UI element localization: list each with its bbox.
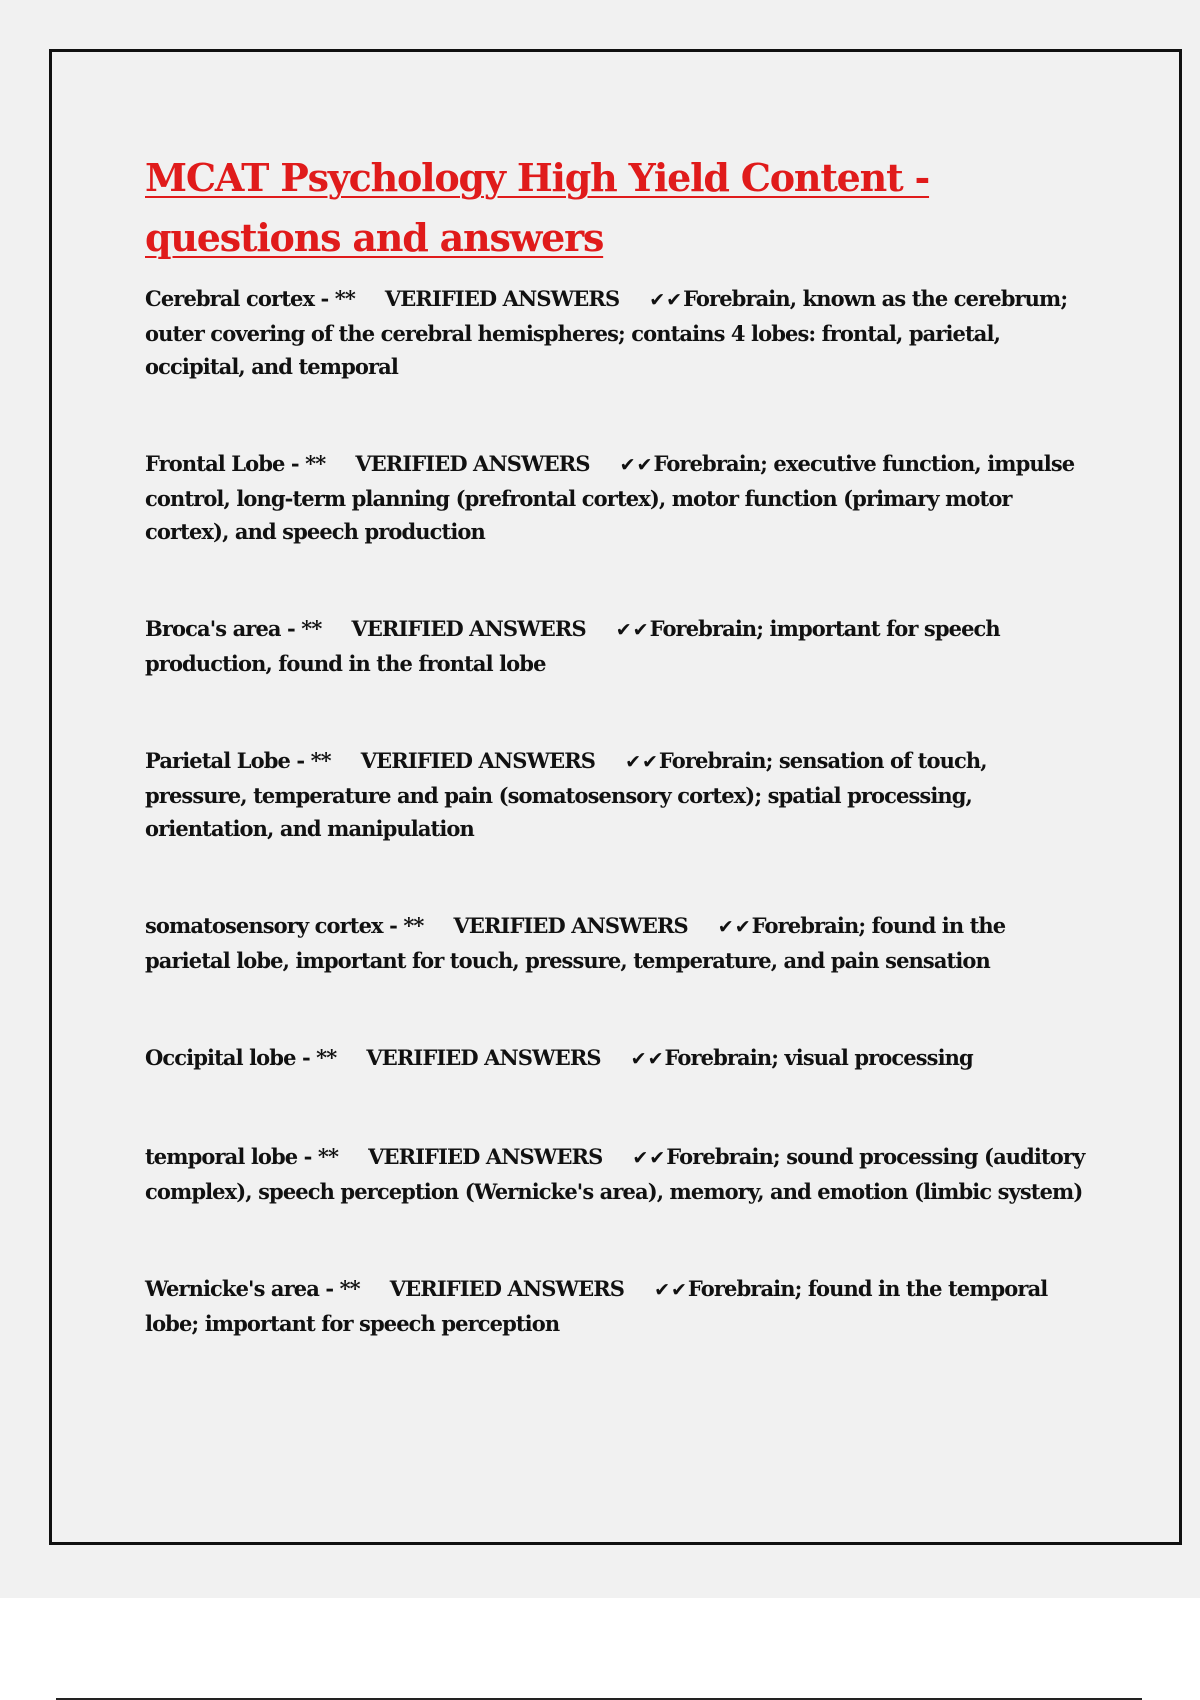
qa-term: temporal lobe - [145, 1144, 318, 1169]
qa-answer: Forebrain; executive function, impulse control, long-term planning (prefrontal cortex), motor function (primary motor cortex), and speech production [145, 451, 1075, 544]
qa-answer: Forebrain; sensation of touch, pressure, temperature and pain (somatosensory cortex); spatial processing, orientation, and manipulation [145, 748, 987, 841]
check-marks-icon: ✔✔ [632, 1147, 667, 1169]
qa-term: Broca's area - [145, 616, 302, 641]
check-marks-icon: ✔✔ [654, 1279, 688, 1301]
qa-answer: Forebrain; important for speech production, found in the frontal lobe [145, 616, 1000, 676]
qa-term: Occipital lobe - [145, 1045, 317, 1070]
verified-label: VERIFIED ANSWERS [453, 913, 688, 938]
verified-label: VERIFIED ANSWERS [360, 748, 596, 773]
qa-term: Frontal Lobe - [145, 451, 306, 476]
check-marks-icon: ✔✔ [625, 751, 659, 773]
check-marks-icon: ✔✔ [619, 454, 654, 476]
qa-stars: ** [339, 1276, 360, 1301]
qa-item-occipital-lobe [145, 1041, 1090, 1076]
qa-stars: ** [301, 616, 322, 641]
qa-item-wernickes-area [145, 1272, 1090, 1340]
qa-item-parietal-lobe [145, 744, 1090, 845]
qa-stars: ** [316, 1045, 337, 1070]
qa-answer: Forebrain; found in the parietal lobe, important for touch, pressure, temperature, and pain sensation [145, 913, 1006, 973]
check-marks-icon: ✔✔ [630, 1048, 665, 1070]
qa-answer: Forebrain, known as the cerebrum; outer covering of the cerebral hemispheres; contains 4 lobes: frontal, parietal, occipital, and temporal [145, 286, 1068, 379]
document-title: MCAT Psychology High Yield Content -questions and answers [145, 155, 930, 260]
qa-term: Parietal Lobe - [145, 748, 311, 773]
qa-item-temporal-lobe [145, 1140, 1090, 1208]
verified-label: VERIFIED ANSWERS [368, 1144, 603, 1169]
check-marks-icon: ✔✔ [649, 289, 684, 311]
qa-stars: ** [310, 748, 331, 773]
verified-label: VERIFIED ANSWERS [351, 616, 586, 641]
verified-label: VERIFIED ANSWERS [384, 286, 620, 311]
verified-label: VERIFIED ANSWERS [355, 451, 590, 476]
verified-label: VERIFIED ANSWERS [389, 1276, 625, 1301]
check-marks-icon: ✔✔ [615, 619, 650, 641]
qa-answer: Forebrain; found in the temporal lobe; important for speech perception [145, 1276, 1048, 1336]
qa-stars: ** [305, 451, 326, 476]
qa-item-brocas-area [145, 612, 1090, 680]
qa-item-somatosensory-cortex [145, 909, 1090, 977]
qa-list [145, 282, 1090, 1340]
qa-stars: ** [317, 1144, 339, 1169]
qa-term: Wernicke's area - [145, 1276, 340, 1301]
qa-term: Cerebral cortex - [145, 286, 335, 311]
verified-label: VERIFIED ANSWERS [366, 1045, 601, 1070]
qa-answer: Forebrain; sound processing (auditory complex), speech perception (Wernicke's area), memory, and emotion (limbic system) [145, 1144, 1085, 1204]
qa-stars: ** [334, 286, 355, 311]
qa-stars: ** [403, 913, 424, 938]
check-marks-icon: ✔✔ [717, 916, 752, 938]
qa-term: somatosensory cortex - [145, 913, 404, 938]
qa-item-frontal-lobe [145, 447, 1090, 548]
qa-answer: Forebrain; visual processing [664, 1045, 973, 1070]
qa-item-cerebral-cortex [145, 282, 1090, 383]
